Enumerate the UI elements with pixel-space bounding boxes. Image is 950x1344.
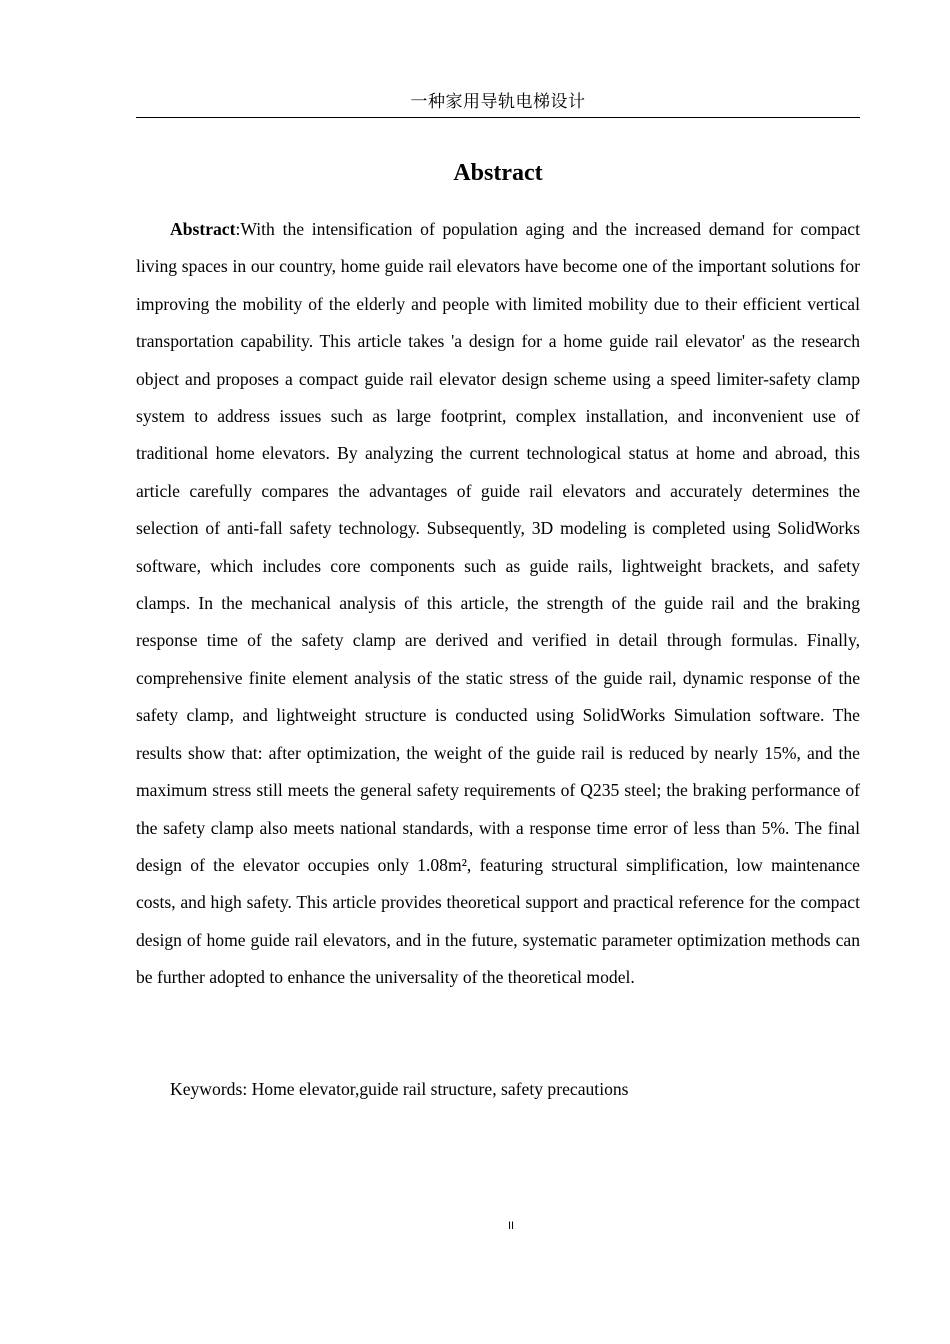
abstract-label-separator: : <box>235 219 241 239</box>
abstract-label: Abstract <box>170 219 236 239</box>
abstract-title: Abstract <box>453 160 543 186</box>
abstract-paragraph <box>136 211 860 997</box>
page-number: II <box>507 1220 515 1232</box>
abstract-body-text: With the intensification of population aging and the increased demand for compact living spaces in our country, home guide rail elevators have become one of the important solutions for improving the mobility of the elderly and people with limited mobility due to their efficient vertical transportation capability. This article takes 'a design for a home guide rail elevator' as the research object and proposes a compact guide rail elevator design scheme using a speed limiter-safety clamp system to address issues such as large footprint, complex installation, and inconvenient use of traditional home elevators. By analyzing the current technological status at home and abroad, this article carefully compares the advantages of guide rail elevators and accurately determines the selection of anti-fall safety technology. Subsequently, 3D modeling is completed using SolidWorks software, which includes core components such as guide rails, lightweight brackets, and safety clamps. In the mechanical analysis of this article, the strength of the guide rail and the braking response time of the safety clamp are derived and verified in detail through formulas. Finally, comprehensive finite element analysis of the static stress of the guide rail, dynamic response of the safety clamp, and lightweight structure is conducted using SolidWorks Simulation software. The results show that: after optimization, the weight of the guide rail is reduced by nearly 15%, and the maximum stress still meets the general safety requirements of Q235 steel; the braking performance of the safety clamp also meets national standards, with a response time error of less than 5%. The final design of the elevator occupies only 1.08m², featuring structural simplification, low maintenance costs, and high safety. This article provides theoretical support and practical reference for the compact design of home guide rail elevators, and in the future, systematic parameter optimization methods can be further adopted to enhance the universality of the theoretical model. <box>136 219 860 988</box>
running-header-title: 一种家用导轨电梯设计 <box>410 92 586 112</box>
keywords-line: Keywords: Home elevator,guide rail structure, safety precautions <box>170 1079 629 1099</box>
header-rule <box>136 117 860 118</box>
